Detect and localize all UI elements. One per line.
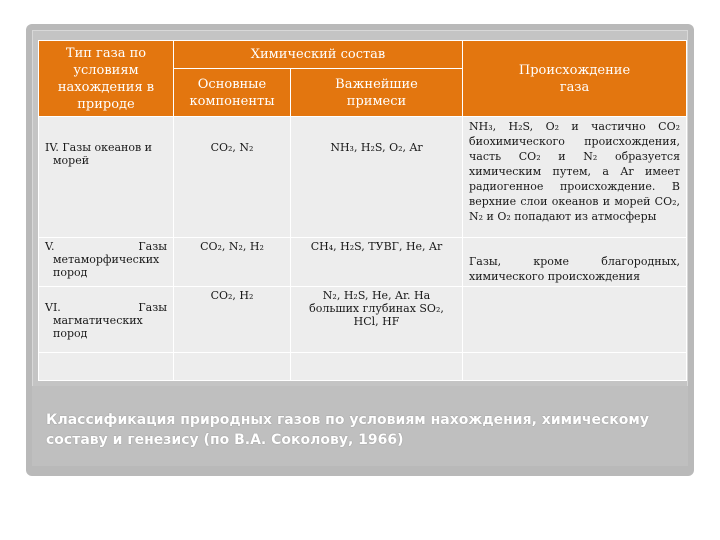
table-row (39, 287, 687, 353)
row-type-cell (39, 287, 174, 353)
empty-cell (291, 353, 463, 381)
table-row (39, 117, 687, 238)
header-origin: Происхождение газа (463, 41, 687, 117)
row-type-text2: магматических пород (53, 314, 143, 340)
header-type: Тип газа по условиям нахождения в природе (39, 41, 174, 117)
row-type-num: IV. (45, 141, 59, 154)
empty-cell (463, 353, 687, 381)
empty-cell (174, 353, 291, 381)
row-impurities: N₂, H₂S, He, Ar. На больших глубинах SO₂, HCl, HF (291, 287, 463, 353)
row-main-components: CO₂, H₂ (174, 287, 291, 353)
row-origin: NH₃, H₂S, O₂ и частично CO₂ биохимического происхождения, часть CO₂ и N₂ образуется химическим путем, а Ar имеет радиогенное происхождение. В верхние слои океанов и морей CO₂, N₂ и O₂ попадают из атмосферы (463, 117, 687, 238)
row-type-cell (39, 238, 174, 287)
table-row-empty (39, 353, 687, 381)
table-row (39, 238, 687, 287)
row-main-components: CO₂, N₂ (174, 117, 291, 238)
row-impurities: CH₄, H₂S, ТУВГ, He, Ar (291, 238, 463, 287)
row-type-text: Газы (138, 240, 167, 253)
row-type-text: Газы океанов и (62, 141, 153, 154)
row-type-text: Газы (138, 301, 167, 314)
row-type-cell (39, 117, 174, 238)
gas-classification-table (38, 40, 687, 381)
header-main-components: Основные компоненты (174, 69, 291, 117)
row-main-components: CO₂, N₂, H₂ (174, 238, 291, 287)
header-composition: Химический состав (174, 41, 463, 69)
row-impurities: NH₃, H₂S, O₂, Ar (291, 117, 463, 238)
table-caption: Классификация природных газов по условиям нахождения, химическому составу и генезису (по В.А. Соколову, 1966) (46, 412, 649, 448)
row-type-text2: морей (53, 154, 90, 167)
row-type-num: VI. (45, 301, 61, 314)
row-type-text2: метаморфических пород (53, 253, 160, 279)
empty-cell (39, 353, 174, 381)
row-type-num: V. (45, 240, 55, 253)
row-origin (463, 287, 687, 353)
row-origin: Газы, кроме благородных, химического происхождения (463, 238, 687, 287)
header-impurities: Важнейшие примеси (291, 69, 463, 117)
